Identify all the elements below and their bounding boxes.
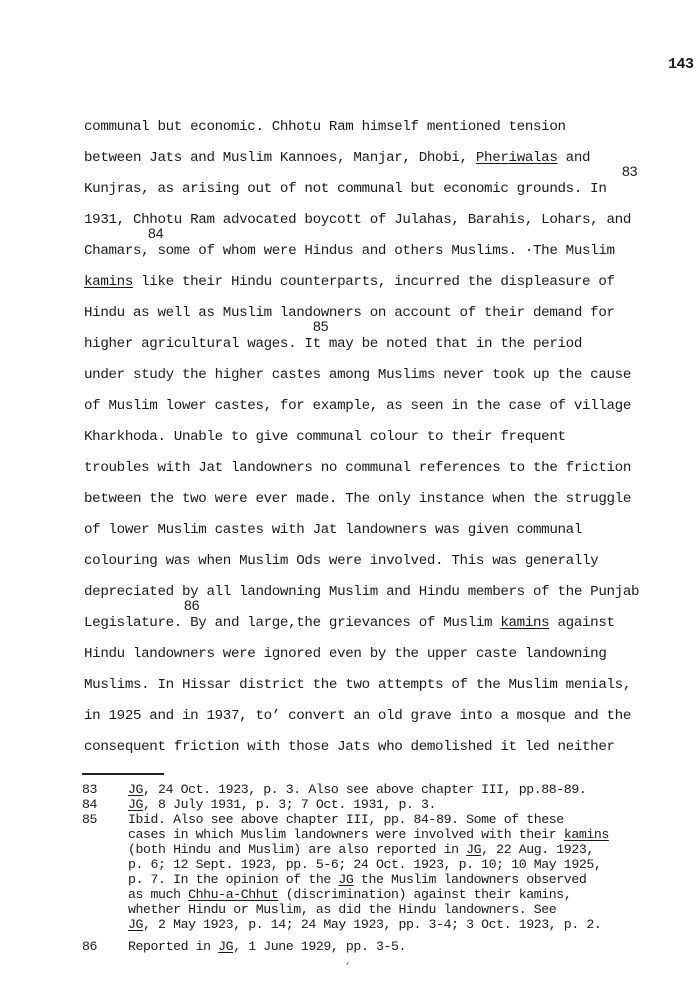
body-line: between Jats and Muslim Kannoes, Manjar, Dhobi, Pheriwalas and: [84, 150, 591, 166]
underlined-term: Pheriwalas: [475, 150, 558, 166]
body-line: in 1925 and in 1937, to’ convert an old grave into a mosque and the: [84, 708, 631, 724]
body-line: Hindu landowners were ignored even by the upper caste landowning: [84, 646, 607, 662]
body-line: Kunjras, as arising out of not communal but economic grounds. In: [84, 181, 607, 197]
body-line: under study the higher castes among Muslims never took up the cause: [84, 367, 631, 383]
footnote-ref: 86: [184, 597, 200, 613]
footnote-divider: [82, 773, 164, 775]
footnote-number: 84: [82, 797, 98, 812]
underlined-term: kamins: [84, 274, 133, 290]
body-line: communal but economic. Chhotu Ram himself mentioned tension: [84, 119, 566, 135]
body-line: consequent friction with those Jats who demolished it led neither: [84, 739, 615, 755]
footnote-number: 83: [82, 782, 98, 797]
body-line: Chamars, some of whom were Hindus and others Muslims. ·The Muslim: [84, 243, 615, 259]
body-line: kamins like their Hindu counterparts, incurred the displeasure of: [84, 274, 615, 290]
body-line: of Muslim lower castes, for example, as seen in the case of village: [84, 398, 631, 414]
scan-speck: [346, 962, 348, 965]
body-line: colouring was when Muslim Ods were involved. This was generally: [84, 553, 599, 569]
body-line: higher agricultural wages. It may be noted that in the period: [84, 336, 582, 352]
body-line: Muslims. In Hissar district the two attempts of the Muslim menials,: [84, 677, 631, 693]
footnote-ref: 85: [313, 318, 329, 334]
body-line: troubles with Jat landowners no communal references to the friction: [84, 460, 631, 476]
footnote-number: 86: [82, 939, 98, 954]
footnote-ref: 84: [148, 225, 164, 241]
body-line: between the two were ever made. The only instance when the struggle: [84, 491, 631, 507]
footnote-ref: 83: [622, 163, 638, 179]
body-line: Legislature. By and large,the grievances of Muslim kamins against: [84, 615, 615, 631]
body-line: of lower Muslim castes with Jat landowners was given communal: [84, 522, 582, 538]
footnote-number: 85: [82, 812, 98, 827]
body-line: Kharkhoda. Unable to give communal colour to their frequent: [84, 429, 566, 445]
body-line: 1931, Chhotu Ram advocated boycott of Julahas, Barahis, Lohars, and: [84, 212, 631, 228]
body-line: depreciated by all landowning Muslim and Hindu members of the Punjab: [84, 584, 640, 600]
body-line: Hindu as well as Muslim landowners on account of their demand for: [84, 305, 615, 321]
page-number: 143: [668, 56, 694, 73]
underlined-term: kamins: [500, 615, 550, 631]
